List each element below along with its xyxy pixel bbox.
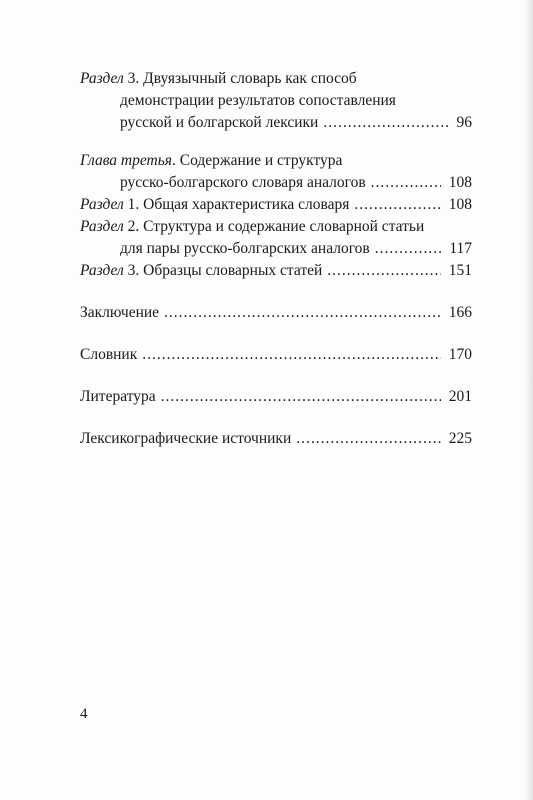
toc-page-number: 96 bbox=[456, 114, 472, 131]
toc-entry-title: 2. Структура и содержание словарной статьи bbox=[123, 218, 425, 235]
page-folio-number: 4 bbox=[80, 706, 88, 722]
toc-entry-title: 1. Общая характеристика словаря bbox=[123, 196, 350, 213]
table-of-contents bbox=[80, 68, 472, 450]
toc-entry-section-3-samples bbox=[80, 260, 472, 282]
toc-entry-title: Лексикографические источники bbox=[80, 430, 292, 447]
toc-page-number: 151 bbox=[448, 262, 472, 279]
toc-page-number: 201 bbox=[448, 388, 472, 405]
toc-entry-section-3-bilingual-dictionary bbox=[80, 68, 472, 134]
toc-entry-conclusion bbox=[80, 302, 472, 324]
toc-entry-title-continued: демонстрации результатов сопоставления bbox=[120, 92, 396, 109]
dot-leader bbox=[142, 344, 440, 366]
toc-entry-title: 3. Образцы словарных статей bbox=[123, 262, 323, 279]
dot-leader bbox=[323, 112, 448, 134]
toc-entry-literature bbox=[80, 386, 472, 408]
toc-entry-section-1-characteristics bbox=[80, 194, 472, 216]
toc-entry-title-continued: русской и болгарской лексики bbox=[120, 114, 319, 131]
dot-leader bbox=[375, 238, 442, 260]
toc-page-number: 170 bbox=[448, 346, 472, 363]
toc-entry-title: 3. Двуязычный словарь как способ bbox=[123, 70, 357, 87]
page-edge-shadow bbox=[523, 0, 533, 800]
dot-leader bbox=[354, 194, 440, 216]
toc-page-number: 108 bbox=[448, 174, 472, 191]
dot-leader bbox=[296, 428, 441, 450]
toc-entry-prefix: Раздел bbox=[80, 218, 124, 235]
toc-entry-prefix: Раздел bbox=[80, 196, 124, 213]
toc-entry-title-continued: для пары русско-болгарских аналогов bbox=[120, 240, 370, 257]
toc-entry-title: Словник bbox=[80, 346, 138, 363]
dot-leader bbox=[327, 260, 440, 282]
toc-entry-title: Литература bbox=[80, 388, 156, 405]
toc-entry-prefix: Раздел bbox=[80, 70, 124, 87]
dot-leader bbox=[161, 386, 441, 408]
toc-entry-lexicographic-sources bbox=[80, 428, 472, 450]
toc-entry-title: Заключение bbox=[80, 304, 160, 321]
toc-entry-section-2-structure bbox=[80, 216, 472, 260]
dot-leader bbox=[371, 172, 441, 194]
toc-entry-title: . Содержание и структура bbox=[172, 152, 343, 169]
toc-page-number: 108 bbox=[448, 196, 472, 213]
toc-entry-title-continued: русско-болгарского словаря аналогов bbox=[120, 174, 366, 191]
toc-entry-wordlist bbox=[80, 344, 472, 366]
toc-entry-chapter-3 bbox=[80, 150, 472, 194]
toc-entry-prefix: Глава третья bbox=[80, 152, 173, 169]
toc-entry-prefix: Раздел bbox=[80, 262, 124, 279]
toc-page-number: 166 bbox=[448, 304, 472, 321]
dot-leader bbox=[164, 302, 441, 324]
toc-page-number: 117 bbox=[449, 240, 472, 257]
toc-page-number: 225 bbox=[448, 430, 472, 447]
